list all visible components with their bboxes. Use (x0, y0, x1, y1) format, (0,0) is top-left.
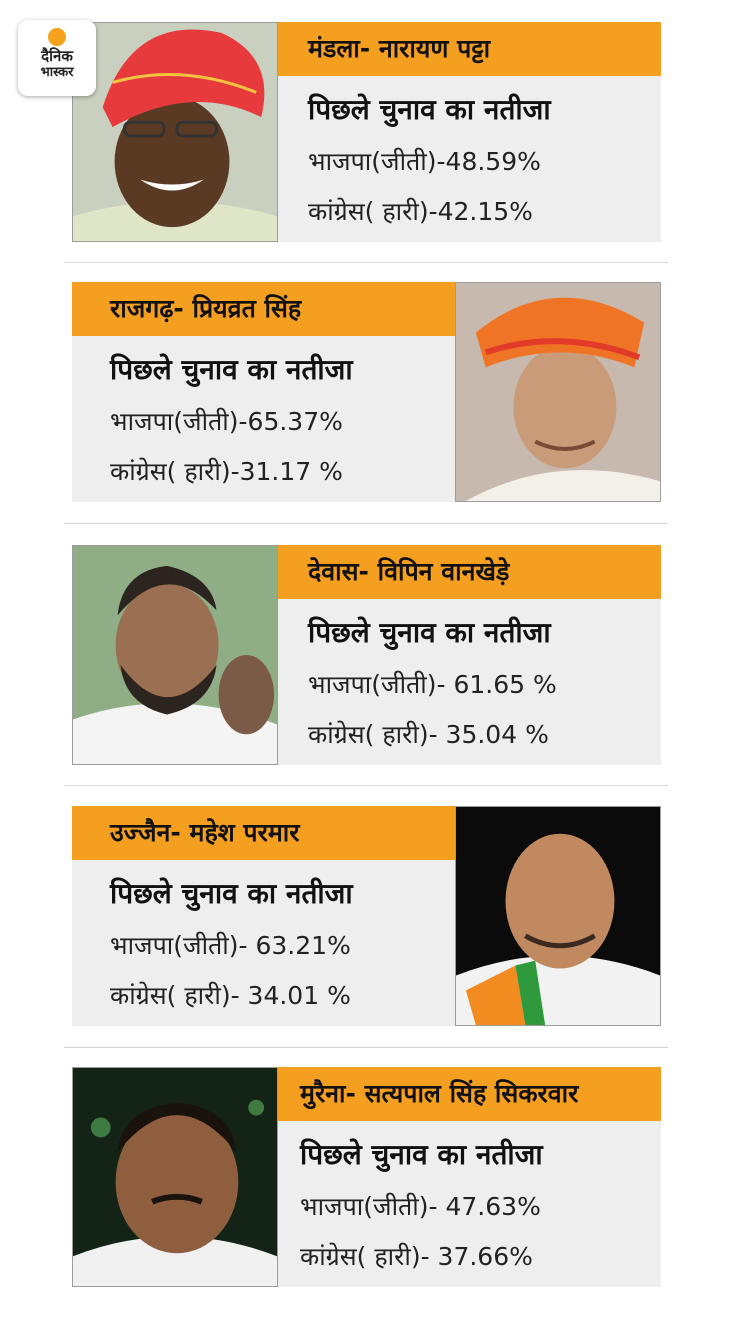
result-heading: पिछले चुनाव का नतीजा (110, 877, 353, 910)
result-panel (278, 1067, 661, 1287)
candidate-card-ujjain (72, 806, 661, 1026)
divider (64, 1047, 668, 1048)
candidate-card-rajgarh (72, 282, 661, 502)
candidate-photo (455, 806, 661, 1026)
logo-text-line2: भास्कर (40, 65, 74, 80)
congress-result: कांग्रेस( हारी)-31.17 % (110, 457, 343, 486)
bjp-result: भाजपा(जीती)- 63.21% (110, 931, 351, 960)
result-heading: पिछले चुनाव का नतीजा (308, 616, 551, 649)
result-heading: पिछले चुनाव का नतीजा (308, 93, 551, 126)
result-panel (72, 282, 455, 502)
candidate-card-dewas (72, 545, 661, 765)
constituency-candidate-name: मंडला- नारायण पट्टा (278, 22, 661, 76)
divider (64, 785, 668, 786)
sun-icon (48, 28, 66, 46)
dainik-bhaskar-logo (18, 20, 96, 96)
result-panel (278, 22, 661, 242)
bjp-result: भाजपा(जीती)-65.37% (110, 407, 343, 436)
divider (64, 523, 668, 524)
congress-result: कांग्रेस( हारी)- 35.04 % (308, 720, 549, 749)
result-panel (278, 545, 661, 765)
constituency-candidate-name: देवास- विपिन वानखेड़े (278, 545, 661, 599)
candidate-photo (72, 22, 278, 242)
result-panel (72, 806, 455, 1026)
constituency-candidate-name: उज्जैन- महेश परमार (72, 806, 455, 860)
divider (64, 262, 668, 263)
congress-result: कांग्रेस( हारी)- 37.66% (300, 1242, 533, 1271)
constituency-candidate-name: राजगढ़- प्रियव्रत सिंह (72, 282, 455, 336)
logo-text-line1: दैनिक (41, 47, 73, 65)
candidate-photo (72, 1067, 278, 1287)
result-heading: पिछले चुनाव का नतीजा (110, 353, 353, 386)
bjp-result: भाजपा(जीती)- 61.65 % (308, 670, 557, 699)
constituency-candidate-name: मुरैना- सत्यपाल सिंह सिकरवार (278, 1067, 661, 1121)
candidate-photo (72, 545, 278, 765)
congress-result: कांग्रेस( हारी)- 34.01 % (110, 981, 351, 1010)
bjp-result: भाजपा(जीती)- 47.63% (300, 1192, 541, 1221)
candidate-card-mandla (72, 22, 661, 242)
congress-result: कांग्रेस( हारी)-42.15% (308, 197, 533, 226)
result-heading: पिछले चुनाव का नतीजा (300, 1138, 543, 1171)
bjp-result: भाजपा(जीती)-48.59% (308, 147, 541, 176)
candidate-card-morena (72, 1067, 661, 1287)
candidate-photo (455, 282, 661, 502)
